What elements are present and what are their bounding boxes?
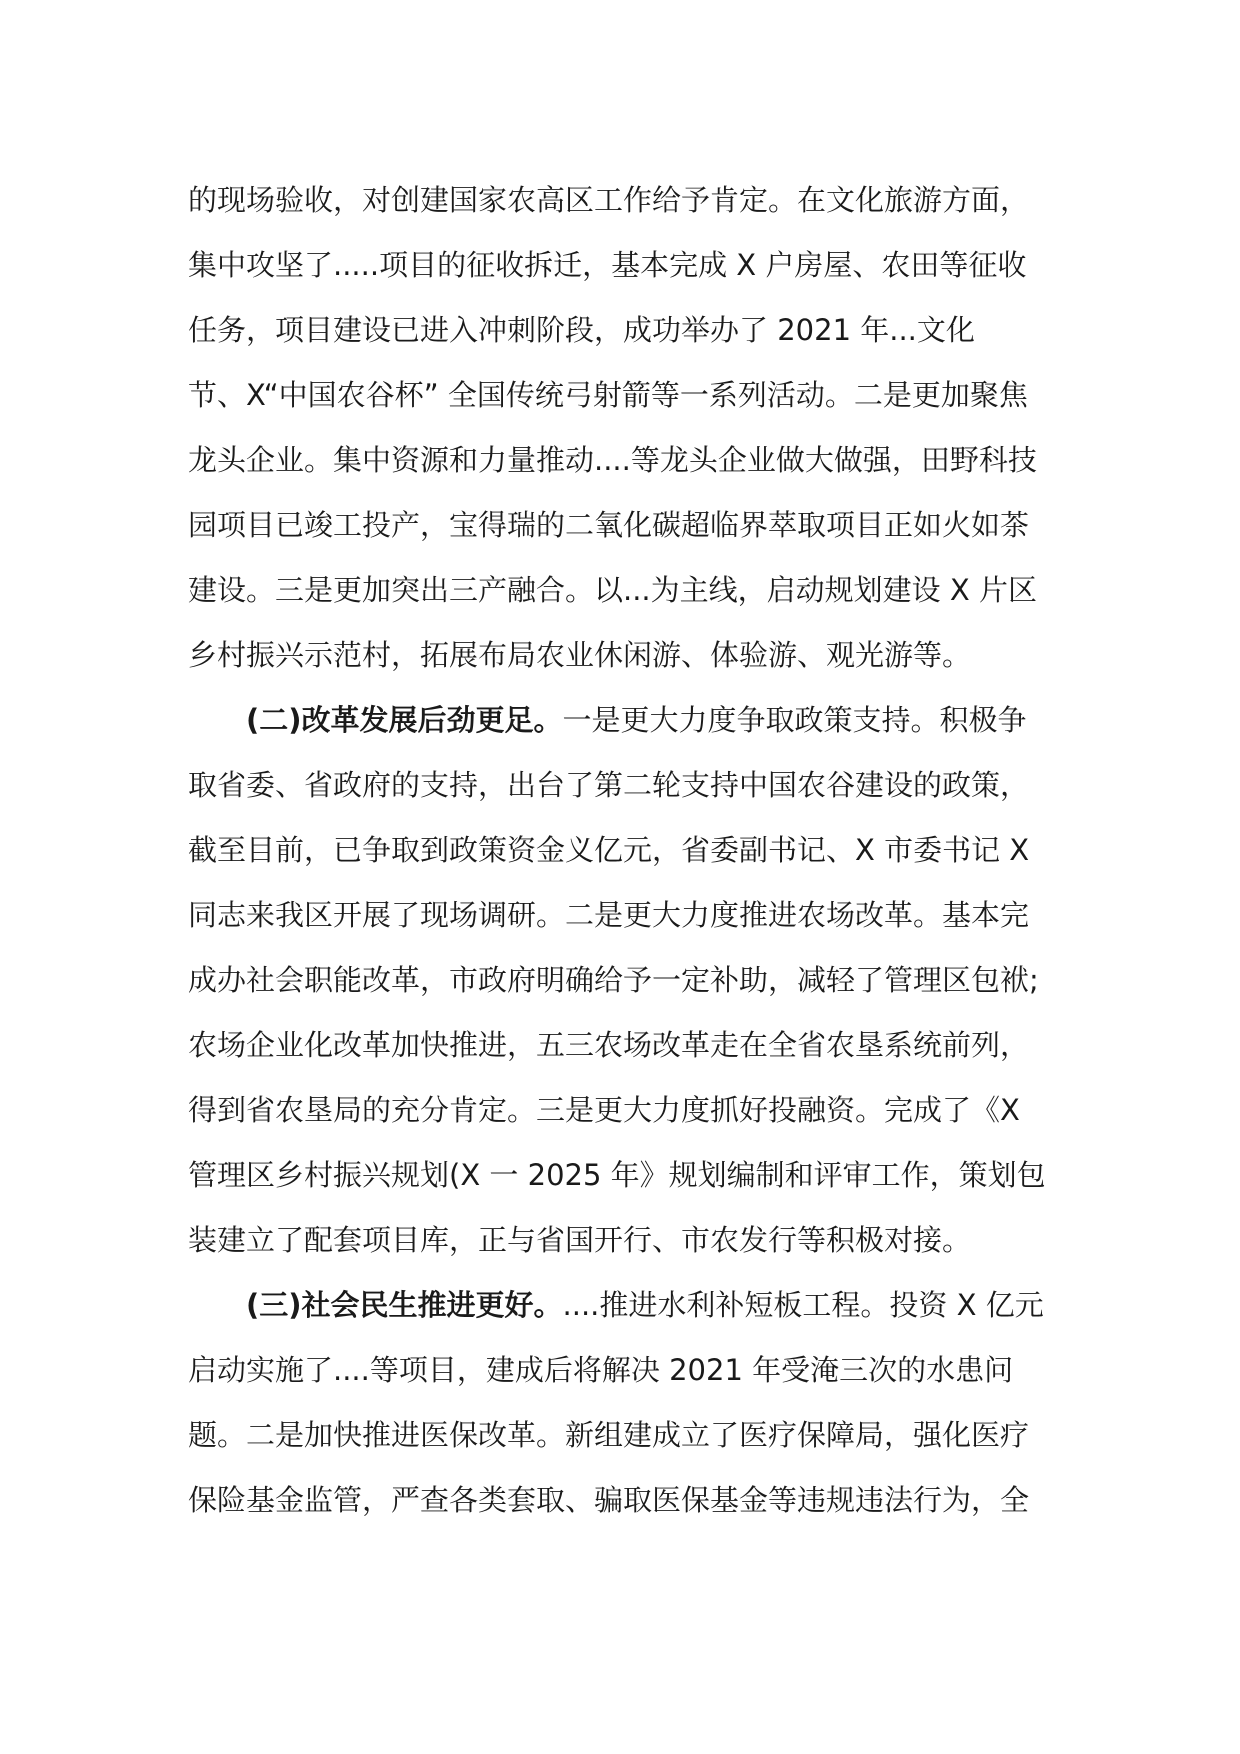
text-line: 成办社会职能改革，市政府明确给予一定补助，减轻了管理区包袱; <box>188 963 1039 997</box>
paragraph-section-3 <box>188 1273 1048 1533</box>
text-line: 题。二是加快推进医保改革。新组建成立了医疗保障局，强化医疗 <box>188 1418 1030 1452</box>
text-line: 集中攻坚了.....项目的征收拆迁，基本完成 X 户房屋、农田等征收 <box>188 248 1027 282</box>
text-line: 的现场验收，对创建国家农高区工作给予肯定。在文化旅游方面， <box>188 183 1030 217</box>
text-line: 节、X“中国农谷杯” 全国传统弓射箭等一系列活动。二是更加聚焦 <box>188 378 1028 412</box>
text-span: 一是更大力度争取政策支持。积极争 <box>562 703 1027 737</box>
text-line: 农场企业化改革加快推进，五三农场改革走在全省农垦系统前列， <box>188 1028 1030 1062</box>
section-heading: (二)改革发展后劲更足。 <box>246 703 563 737</box>
text-line: 任务，项目建设已进入冲刺阶段，成功举办了 2021 年...文化 <box>188 313 975 347</box>
text-line: 乡村振兴示范村，拓展布局农业休闲游、体验游、观光游等。 <box>188 638 972 672</box>
document-body <box>188 168 1048 1533</box>
text-line: 启动实施了....等项目，建成后将解决 2021 年受淹三次的水患问 <box>188 1353 1014 1387</box>
paragraph-1 <box>188 168 1048 688</box>
text-line: 园项目已竣工投产，宝得瑞的二氧化碳超临界萃取项目正如火如茶 <box>188 508 1030 542</box>
text-line: 龙头企业。集中资源和力量推动....等龙头企业做大做强，田野科技 <box>188 443 1037 477</box>
text-line: 截至目前，已争取到政策资金义亿元，省委副书记、X 市委书记 X <box>188 833 1030 867</box>
text-line: 得到省农垦局的充分肯定。三是更大力度抓好投融资。完成了《X <box>188 1093 1020 1127</box>
paragraph-section-2 <box>188 688 1048 1273</box>
text-line: 取省委、省政府的支持，出台了第二轮支持中国农谷建设的政策， <box>188 768 1030 802</box>
text-span: ....推进水利补短板工程。投资 X 亿元 <box>562 1288 1044 1322</box>
text-line: 保险基金监管，严查各类套取、骗取医保基金等违规违法行为，全 <box>188 1483 1030 1517</box>
text-line <box>188 688 1048 753</box>
text-line: 同志来我区开展了现场调研。二是更大力度推进农场改革。基本完 <box>188 898 1030 932</box>
text-line: 管理区乡村振兴规划(X 一 2025 年》规划编制和评审工作，策划包 <box>188 1158 1046 1192</box>
text-line: 建设。三是更加突出三产融合。以...为主线，启动规划建设 X 片区 <box>188 573 1037 607</box>
text-line: 装建立了配套项目库，正与省国开行、市农发行等积极对接。 <box>188 1223 972 1257</box>
section-heading: (三)社会民生推进更好。 <box>246 1288 563 1322</box>
text-line <box>188 1273 1048 1338</box>
